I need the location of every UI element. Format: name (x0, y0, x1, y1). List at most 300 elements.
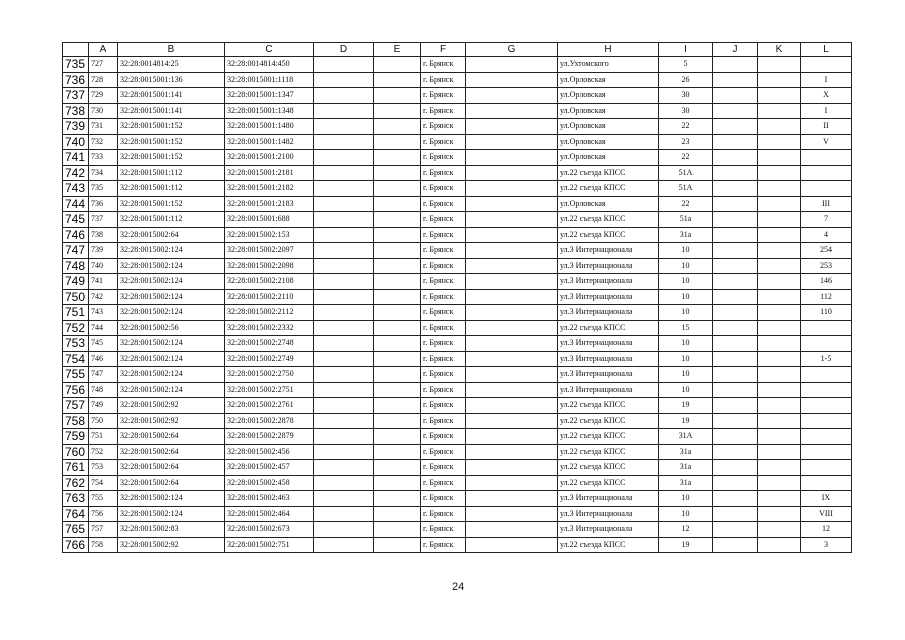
cell-c: 32:28:0015002:457 (225, 460, 314, 476)
cell-j (713, 351, 758, 367)
cell-a: 737 (89, 212, 118, 228)
cell-k (758, 444, 801, 460)
cell-g (466, 150, 558, 166)
cell-e (374, 243, 421, 259)
cell-k (758, 72, 801, 88)
table-row (63, 367, 852, 383)
row-number: 754 (63, 351, 89, 367)
cell-f: г. Брянск (421, 119, 466, 135)
table-row (63, 258, 852, 274)
cell-c: 32:28:0015002:751 (225, 537, 314, 553)
cell-k (758, 181, 801, 197)
cell-i: 5 (659, 57, 713, 73)
row-number: 755 (63, 367, 89, 383)
cell-c: 32:28:0015002:2749 (225, 351, 314, 367)
cell-f: г. Брянск (421, 491, 466, 507)
cell-l: II (801, 119, 852, 135)
cell-f: г. Брянск (421, 72, 466, 88)
cell-e (374, 289, 421, 305)
table-row (63, 305, 852, 321)
cell-g (466, 413, 558, 429)
cell-l: 3 (801, 537, 852, 553)
cell-e (374, 274, 421, 290)
cell-g (466, 475, 558, 491)
cell-h: ул.3 Интернационала (558, 522, 659, 538)
cell-b: 32:28:0015001:152 (118, 150, 225, 166)
cell-c: 32:28:0015002:2878 (225, 413, 314, 429)
cell-h: ул.Орловская (558, 150, 659, 166)
cell-h: ул.22 съезда КПСС (558, 398, 659, 414)
cell-g (466, 522, 558, 538)
cell-i: 31а (659, 444, 713, 460)
cell-h: ул.Орловская (558, 103, 659, 119)
row-number: 764 (63, 506, 89, 522)
cell-i: 10 (659, 351, 713, 367)
cell-f: г. Брянск (421, 382, 466, 398)
cell-j (713, 522, 758, 538)
column-header-a: A (89, 43, 118, 57)
cell-l: 12 (801, 522, 852, 538)
cell-e (374, 382, 421, 398)
cell-i: 51А (659, 181, 713, 197)
cell-a: 729 (89, 88, 118, 104)
cell-c: 32:28:0015001:688 (225, 212, 314, 228)
cell-f: г. Брянск (421, 444, 466, 460)
cell-i: 15 (659, 320, 713, 336)
cell-k (758, 398, 801, 414)
cell-h: ул.Орловская (558, 88, 659, 104)
cell-h: ул.22 съезда КПСС (558, 537, 659, 553)
cell-b: 32:28:0015002:64 (118, 227, 225, 243)
cell-d (314, 196, 374, 212)
cell-g (466, 119, 558, 135)
cell-g (466, 72, 558, 88)
table-row (63, 289, 852, 305)
header-corner (63, 43, 89, 57)
column-header-l: L (801, 43, 852, 57)
cell-k (758, 460, 801, 476)
cell-d (314, 522, 374, 538)
cell-k (758, 212, 801, 228)
cell-d (314, 258, 374, 274)
cell-k (758, 537, 801, 553)
cell-i: 10 (659, 367, 713, 383)
table-row (63, 522, 852, 538)
column-header-i: I (659, 43, 713, 57)
cell-d (314, 72, 374, 88)
cell-i: 22 (659, 150, 713, 166)
cell-b: 32:28:0015002:124 (118, 367, 225, 383)
cell-c: 32:28:0015002:2750 (225, 367, 314, 383)
cell-j (713, 57, 758, 73)
cell-a: 757 (89, 522, 118, 538)
cell-i: 22 (659, 119, 713, 135)
cell-j (713, 382, 758, 398)
cell-k (758, 336, 801, 352)
cell-k (758, 320, 801, 336)
cell-f: г. Брянск (421, 274, 466, 290)
cell-d (314, 475, 374, 491)
cell-i: 19 (659, 413, 713, 429)
cell-j (713, 460, 758, 476)
cell-l (801, 475, 852, 491)
cell-f: г. Брянск (421, 367, 466, 383)
cell-f: г. Брянск (421, 150, 466, 166)
cell-e (374, 72, 421, 88)
cell-i: 31а (659, 227, 713, 243)
cell-k (758, 382, 801, 398)
cell-k (758, 165, 801, 181)
cell-h: ул.Орловская (558, 119, 659, 135)
cell-g (466, 243, 558, 259)
cell-g (466, 398, 558, 414)
cell-j (713, 367, 758, 383)
table-row (63, 119, 852, 135)
cell-b: 32:28:0015002:124 (118, 506, 225, 522)
cell-h: ул.3 Интернационала (558, 351, 659, 367)
cell-g (466, 382, 558, 398)
cell-l (801, 181, 852, 197)
row-number: 746 (63, 227, 89, 243)
cell-l: 112 (801, 289, 852, 305)
cell-b: 32:28:0015002:124 (118, 382, 225, 398)
cell-g (466, 227, 558, 243)
cell-a: 740 (89, 258, 118, 274)
cell-e (374, 506, 421, 522)
cell-k (758, 367, 801, 383)
cell-a: 730 (89, 103, 118, 119)
cell-i: 19 (659, 537, 713, 553)
table-row (63, 196, 852, 212)
cell-l: V (801, 134, 852, 150)
cell-g (466, 212, 558, 228)
cell-b: 32:28:0015002:124 (118, 351, 225, 367)
cell-k (758, 274, 801, 290)
cell-b: 32:28:0015002:64 (118, 429, 225, 445)
cell-g (466, 134, 558, 150)
cell-e (374, 119, 421, 135)
cell-c: 32:28:0015002:458 (225, 475, 314, 491)
cell-j (713, 398, 758, 414)
cell-f: г. Брянск (421, 537, 466, 553)
cell-f: г. Брянск (421, 212, 466, 228)
cell-j (713, 243, 758, 259)
cell-j (713, 444, 758, 460)
row-number: 738 (63, 103, 89, 119)
cell-b: 32:28:0015002:83 (118, 522, 225, 538)
cell-f: г. Брянск (421, 522, 466, 538)
table-row (63, 506, 852, 522)
cell-c: 32:28:0015001:1482 (225, 134, 314, 150)
cell-l (801, 320, 852, 336)
cell-a: 754 (89, 475, 118, 491)
cell-k (758, 227, 801, 243)
cell-d (314, 506, 374, 522)
cell-d (314, 305, 374, 321)
cell-e (374, 227, 421, 243)
cell-c: 32:28:0015002:2332 (225, 320, 314, 336)
cell-c: 32:28:0015001:1348 (225, 103, 314, 119)
cell-d (314, 289, 374, 305)
cell-j (713, 506, 758, 522)
cell-c: 32:28:0015001:2100 (225, 150, 314, 166)
cell-a: 733 (89, 150, 118, 166)
cell-a: 747 (89, 367, 118, 383)
cell-d (314, 181, 374, 197)
table-row (63, 243, 852, 259)
cell-e (374, 57, 421, 73)
cell-b: 32:28:0014814:25 (118, 57, 225, 73)
cell-e (374, 413, 421, 429)
cell-g (466, 88, 558, 104)
cell-a: 743 (89, 305, 118, 321)
cell-j (713, 119, 758, 135)
cell-c: 32:28:0015002:2112 (225, 305, 314, 321)
cell-c: 32:28:0015001:2181 (225, 165, 314, 181)
cell-c: 32:28:0015002:463 (225, 491, 314, 507)
cell-h: ул.22 съезда КПСС (558, 460, 659, 476)
cell-i: 10 (659, 382, 713, 398)
cell-e (374, 88, 421, 104)
cell-c: 32:28:0015002:456 (225, 444, 314, 460)
cell-d (314, 351, 374, 367)
cell-b: 32:28:0015001:152 (118, 119, 225, 135)
table-row (63, 165, 852, 181)
cell-k (758, 57, 801, 73)
cell-e (374, 258, 421, 274)
row-number: 763 (63, 491, 89, 507)
table-row (63, 382, 852, 398)
table-row (63, 398, 852, 414)
cell-l: 254 (801, 243, 852, 259)
cell-c: 32:28:0015002:673 (225, 522, 314, 538)
row-number: 758 (63, 413, 89, 429)
cell-g (466, 57, 558, 73)
cell-c: 32:28:0015002:153 (225, 227, 314, 243)
cell-j (713, 72, 758, 88)
cell-h: ул.22 съезда КПСС (558, 429, 659, 445)
cell-h: ул.3 Интернационала (558, 243, 659, 259)
row-number: 740 (63, 134, 89, 150)
table-row (63, 103, 852, 119)
row-number: 756 (63, 382, 89, 398)
cell-j (713, 258, 758, 274)
cell-l (801, 165, 852, 181)
cell-c: 32:28:0015002:2110 (225, 289, 314, 305)
cell-k (758, 351, 801, 367)
cell-h: ул.22 съезда КПСС (558, 212, 659, 228)
cell-f: г. Брянск (421, 305, 466, 321)
row-number: 742 (63, 165, 89, 181)
cell-j (713, 134, 758, 150)
cell-a: 745 (89, 336, 118, 352)
row-number: 760 (63, 444, 89, 460)
cell-c: 32:28:0015002:2761 (225, 398, 314, 414)
cell-e (374, 444, 421, 460)
cell-d (314, 367, 374, 383)
cell-k (758, 134, 801, 150)
cell-h: ул.22 съезда КПСС (558, 181, 659, 197)
cell-h: ул.22 съезда КПСС (558, 320, 659, 336)
cell-j (713, 289, 758, 305)
cell-d (314, 134, 374, 150)
cell-k (758, 522, 801, 538)
cell-h: ул.Ухтомского (558, 57, 659, 73)
table-row (63, 134, 852, 150)
cell-l (801, 413, 852, 429)
cell-g (466, 289, 558, 305)
table-row (63, 444, 852, 460)
cell-g (466, 537, 558, 553)
cell-d (314, 274, 374, 290)
cell-f: г. Брянск (421, 398, 466, 414)
cell-b: 32:28:0015002:64 (118, 460, 225, 476)
cell-k (758, 506, 801, 522)
cell-g (466, 367, 558, 383)
cell-e (374, 320, 421, 336)
cell-h: ул.3 Интернационала (558, 367, 659, 383)
cell-c: 32:28:0015001:2183 (225, 196, 314, 212)
cell-b: 32:28:0015001:141 (118, 88, 225, 104)
cell-a: 758 (89, 537, 118, 553)
cell-j (713, 336, 758, 352)
column-header-d: D (314, 43, 374, 57)
cell-i: 10 (659, 243, 713, 259)
cell-j (713, 227, 758, 243)
cell-k (758, 258, 801, 274)
row-number: 752 (63, 320, 89, 336)
cell-h: ул.22 съезда КПСС (558, 444, 659, 460)
cell-j (713, 320, 758, 336)
column-header-b: B (118, 43, 225, 57)
row-number: 762 (63, 475, 89, 491)
cell-f: г. Брянск (421, 413, 466, 429)
cell-l (801, 367, 852, 383)
cell-j (713, 103, 758, 119)
cell-a: 736 (89, 196, 118, 212)
cell-b: 32:28:0015002:64 (118, 444, 225, 460)
cell-b: 32:28:0015001:112 (118, 181, 225, 197)
cell-e (374, 367, 421, 383)
cell-d (314, 491, 374, 507)
cell-l (801, 150, 852, 166)
cell-a: 756 (89, 506, 118, 522)
cell-k (758, 429, 801, 445)
table-row (63, 320, 852, 336)
cell-a: 727 (89, 57, 118, 73)
cell-h: ул.Орловская (558, 196, 659, 212)
cell-g (466, 181, 558, 197)
cell-f: г. Брянск (421, 289, 466, 305)
cell-c: 32:28:0015002:2751 (225, 382, 314, 398)
table-row (63, 460, 852, 476)
table-row (63, 429, 852, 445)
cell-e (374, 460, 421, 476)
row-number: 737 (63, 88, 89, 104)
cell-g (466, 336, 558, 352)
cell-e (374, 537, 421, 553)
cell-g (466, 429, 558, 445)
cell-e (374, 103, 421, 119)
cell-a: 732 (89, 134, 118, 150)
cell-c: 32:28:0014814:450 (225, 57, 314, 73)
cell-h: ул.22 съезда КПСС (558, 227, 659, 243)
cell-k (758, 305, 801, 321)
cell-l (801, 444, 852, 460)
cell-j (713, 429, 758, 445)
column-header-row (63, 43, 852, 57)
cell-a: 731 (89, 119, 118, 135)
table-row (63, 351, 852, 367)
cell-g (466, 460, 558, 476)
cell-i: 10 (659, 506, 713, 522)
cell-g (466, 165, 558, 181)
cell-l: 110 (801, 305, 852, 321)
cell-k (758, 243, 801, 259)
cell-b: 32:28:0015002:124 (118, 289, 225, 305)
cell-d (314, 243, 374, 259)
cell-e (374, 491, 421, 507)
cell-k (758, 196, 801, 212)
cell-h: ул.3 Интернационала (558, 382, 659, 398)
row-number: 735 (63, 57, 89, 73)
cell-a: 755 (89, 491, 118, 507)
table-row (63, 475, 852, 491)
cell-e (374, 196, 421, 212)
cell-f: г. Брянск (421, 258, 466, 274)
cell-a: 739 (89, 243, 118, 259)
cell-d (314, 413, 374, 429)
cell-f: г. Брянск (421, 475, 466, 491)
cell-a: 738 (89, 227, 118, 243)
table-body (63, 57, 852, 553)
cell-l: 4 (801, 227, 852, 243)
row-number: 736 (63, 72, 89, 88)
cell-b: 32:28:0015002:124 (118, 336, 225, 352)
cell-d (314, 57, 374, 73)
cell-b: 32:28:0015002:56 (118, 320, 225, 336)
cell-e (374, 305, 421, 321)
cell-e (374, 351, 421, 367)
cell-i: 31А (659, 429, 713, 445)
row-number: 749 (63, 274, 89, 290)
cell-f: г. Брянск (421, 134, 466, 150)
row-number: 743 (63, 181, 89, 197)
column-header-j: J (713, 43, 758, 57)
cell-g (466, 351, 558, 367)
cell-g (466, 103, 558, 119)
cell-c: 32:28:0015002:2098 (225, 258, 314, 274)
row-number: 750 (63, 289, 89, 305)
cell-l (801, 57, 852, 73)
cell-j (713, 305, 758, 321)
cell-a: 751 (89, 429, 118, 445)
cell-i: 23 (659, 134, 713, 150)
cell-l: III (801, 196, 852, 212)
cell-c: 32:28:0015001:1118 (225, 72, 314, 88)
cell-k (758, 413, 801, 429)
cell-d (314, 165, 374, 181)
cell-d (314, 537, 374, 553)
cell-b: 32:28:0015001:152 (118, 196, 225, 212)
cell-i: 19 (659, 398, 713, 414)
cell-a: 742 (89, 289, 118, 305)
cell-b: 32:28:0015002:92 (118, 413, 225, 429)
cell-f: г. Брянск (421, 181, 466, 197)
table-row (63, 491, 852, 507)
cell-l (801, 429, 852, 445)
cell-e (374, 475, 421, 491)
